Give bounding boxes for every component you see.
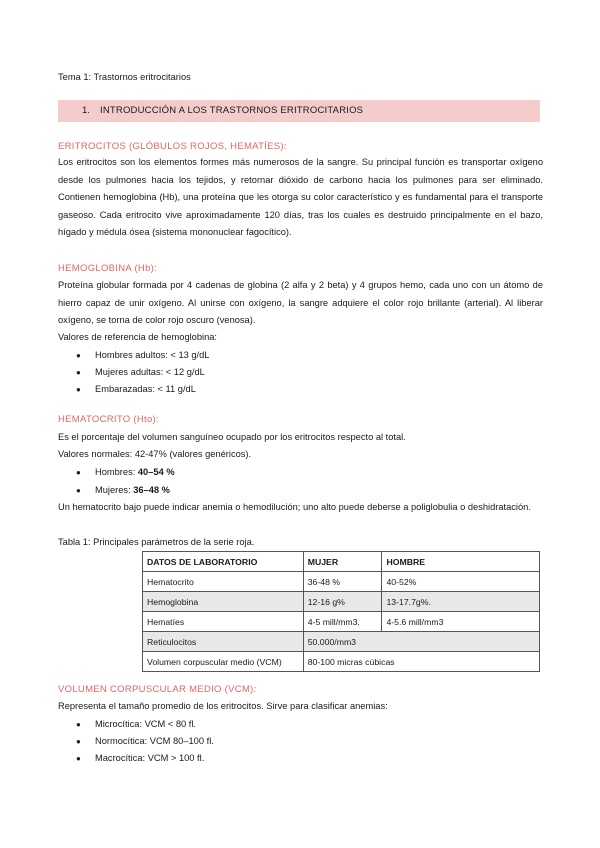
list-item: ● Macrocítica: VCM > 100 fl. xyxy=(76,753,205,763)
table-cell: 4-5.6 mill/mm3 xyxy=(382,612,540,632)
table-cell: Volumen corpuscular medio (VCM) xyxy=(143,652,304,672)
paragraph-eritrocitos: Los eritrocitos son los elementos formes más numerosos de la sangre. Su principal función es transportar oxígeno desde los pulmones hacia los tejidos, y retornar dióxido de carbono hacia los pulmones para ser eliminado. Contienen hemoglobina (Hb), una proteína que les otorga su color característico y es fundamental para el transporte gaseoso. Cada eritrocito vive aproximadamente 120 días, tras los cuales es destruido principalmente en el bazo, hígado y médula ósea (sistema mononuclear fagocítico). xyxy=(58,157,543,238)
table-row xyxy=(143,612,540,632)
list-item: ● Hombres adultos: < 13 g/dL xyxy=(76,350,210,360)
table-row xyxy=(143,572,540,592)
heading-eritrocitos: ERITROCITOS (GLÓBULOS ROJOS, HEMATÍES): xyxy=(58,141,287,152)
table-cell: Hematocrito xyxy=(143,572,304,592)
table-cell: 80-100 micras cúbicas xyxy=(303,652,539,672)
heading-hematocrito: HEMATOCRITO (Hto): xyxy=(58,414,159,425)
document-title: Tema 1: Trastornos eritrocitarios xyxy=(58,72,191,82)
table-cell: Hematíes xyxy=(143,612,304,632)
list-item: ● Embarazadas: < 11 g/dL xyxy=(76,384,196,394)
heading-hemoglobina: HEMOGLOBINA (Hb): xyxy=(58,263,158,274)
list-item: ● Mujeres: 36–48 % xyxy=(76,485,170,495)
table-header-cell: MUJER xyxy=(303,552,382,572)
table-cell: 4-5 mill/mm3. xyxy=(303,612,382,632)
table-header-cell: DATOS DE LABORATORIO xyxy=(143,552,304,572)
section-header xyxy=(58,100,540,122)
section-title: INTRODUCCIÓN A LOS TRASTORNOS ERITROCITARIOS xyxy=(100,105,364,116)
lab-parameters-table xyxy=(142,551,540,672)
table-caption: Tabla 1: Principales parámetros de la serie roja. xyxy=(58,537,255,547)
list-item: ● Normocítica: VCM 80–100 fl. xyxy=(76,736,214,746)
hematocrito-note: Un hematocrito bajo puede indicar anemia o hemodilución; uno alto puede deberse a poliglobulia o deshidratación. xyxy=(58,502,531,512)
table-cell: Hemoglobina xyxy=(143,592,304,612)
table-cell: 50.000/mm3 xyxy=(303,632,539,652)
hematocrito-definition: Es el porcentaje del volumen sanguíneo ocupado por los eritrocitos respecto al total. xyxy=(58,432,406,442)
table-cell: 13-17.7g%. xyxy=(382,592,540,612)
list-item: ● Microcítica: VCM < 80 fl. xyxy=(76,719,196,729)
hematocrito-normal-values: Valores normales: 42-47% (valores genéricos). xyxy=(58,449,252,459)
vcm-description: Representa el tamaño promedio de los eritrocitos. Sirve para clasificar anemias: xyxy=(58,701,388,711)
table-header-row xyxy=(143,552,540,572)
hemoglobina-ref-label: Valores de referencia de hemoglobina: xyxy=(58,332,218,342)
table-row xyxy=(143,592,540,612)
table-cell: 36-48 % xyxy=(303,572,382,592)
list-item: ● Mujeres adultas: < 12 g/dL xyxy=(76,367,205,377)
list-item: ● Hombres: 40–54 % xyxy=(76,467,175,477)
table-cell: 40-52% xyxy=(382,572,540,592)
paragraph-hemoglobina: Proteína globular formada por 4 cadenas de globina (2 alfa y 2 beta) y 4 grupos hemo, cada uno con un átomo de hierro capaz de unir oxígeno. Al unirse con oxígeno, la sangre adquiere el color rojo brillante (arterial). Al liberar oxígeno, se torna de color rojo oscuro (venosa). xyxy=(58,280,543,326)
table-header-cell: HOMBRE xyxy=(382,552,540,572)
table-row xyxy=(143,632,540,652)
section-number: 1. xyxy=(82,105,90,116)
heading-vcm: VOLUMEN CORPUSCULAR MEDIO (VCM): xyxy=(58,684,257,695)
table-cell: Reticulocitos xyxy=(143,632,304,652)
table-row xyxy=(143,652,540,672)
table-cell: 12-16 g% xyxy=(303,592,382,612)
